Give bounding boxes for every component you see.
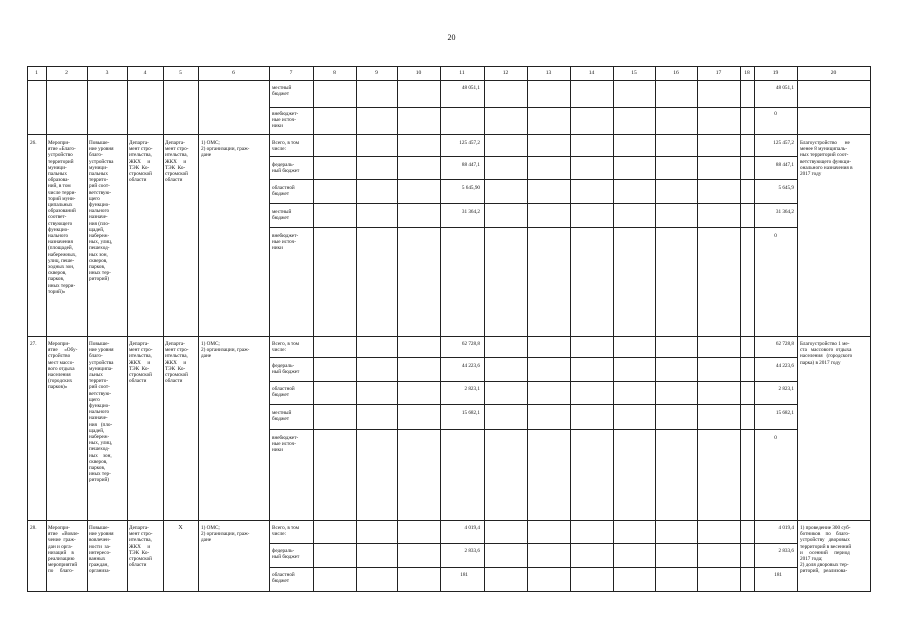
cell-value: 4 019,4 [778,525,794,531]
column-header: 14 [588,70,595,76]
funding-source-label: федераль- ный бюджет [272,363,300,376]
measure-goal: Повыше- ние уровня благо- устройства муниципа- льных террито- рий соот- ветствую- щего функцио- нального назначе- ния (пло- щадей, набереж- ных, улиц, пешеход- ных зон, скверов, парков, иных тер- риторий) [89,341,114,484]
row-divider [269,357,797,358]
row-number: 28. [30,525,37,531]
funding-source-label: местный бюджет [272,209,292,222]
funding-source-label: федераль- ный бюджет [272,162,300,175]
co-executor: Департа- мент стро- ительства, ЖКХ и ТЭК Ко- стромской области [165,341,189,385]
table-border-top [27,66,870,67]
funding-source-label: внебюджет- ные источ- ники [272,435,299,454]
row-divider [269,203,797,204]
cell-value: 2 833,6 [778,548,794,554]
measure-name: Меропри- ятие «Обу- стройство мест массо- вого отдыха населения (городских парков)» [48,341,78,391]
col-border [870,66,871,592]
responsible-executor: Департа- мент стро- ительства, ЖКХ и ТЭК Ко- стромской области [129,341,153,385]
cell-value: 44 223,6 [461,363,480,369]
col-border [163,66,164,591]
cell-value: 2 823,1 [778,386,794,392]
cell-value: 125 457,2 [773,140,794,146]
col-border [613,66,614,591]
col-border [313,66,314,591]
responsible-executor: Департа- мент стро- ительства, ЖКХ и ТЭК Ко- стромской области [129,525,153,569]
column-header: 10 [415,70,422,76]
cell-value: 15 682,1 [775,410,794,416]
measure-goal: Повыше- ние уровня благо- устройства муници- пальных террито- рий соот- ветствую- щего функцио- нального назначе- ния (пло- щадей, набереж- ных, улиц, пешеход- ных зон, скверов, парков, иных тер- риторий) [89,140,114,283]
page-number: 20 [447,33,456,42]
col-border [655,66,656,591]
column-header: 3 [105,70,109,76]
cell-value: 48 051,1 [775,85,794,91]
column-header: 17 [715,70,722,76]
row-divider [269,567,797,568]
cell-value: 31 364,2 [461,209,480,215]
participants: 1) ОМС; 2) организации, граж- дане [201,525,250,544]
cell-value: 5 645,90 [461,185,480,191]
row-divider [269,429,797,430]
column-header: 8 [333,70,336,76]
column-header: 20 [830,70,837,76]
cell-value: 0 [774,233,777,239]
cell-value: 31 364,2 [775,209,794,215]
column-header: 4 [143,70,147,76]
column-header: 7 [289,70,293,76]
funding-source-label: областной бюджет [272,572,295,585]
col-border [570,66,571,591]
funding-source-label: местный бюджет [272,410,292,423]
column-header: 5 [179,70,182,76]
cell-value: 88 447,1 [461,162,480,168]
row-divider [269,227,797,228]
expected-result: 1) проведение 300 суб- ботников по благо- устройству дворовых территорий в весенний и осенний период 2017 года; 2) доля дворовых тер- риторий, реализова- [800,525,852,575]
col-border [269,66,270,591]
cell-value: 2 833,6 [464,548,480,554]
row-divider [27,134,870,135]
cell-value: 4 019,4 [464,525,480,531]
row-divider [269,179,797,180]
cell-value: 88 447,1 [775,162,794,168]
cell-value: 62 728,8 [461,341,480,347]
row-divider [269,156,797,157]
co-executor: Департа- мент стро- ительства, ЖКХ и ТЭК Ко- стромской области [165,140,189,184]
cell-value: 2 823,1 [464,386,480,392]
cell-value: 62 728,8 [775,341,794,347]
col-border [740,66,741,591]
funding-source-label: Всего, в том числе: [272,140,300,153]
row-divider [27,520,870,521]
column-header: 9 [375,70,378,76]
measure-name: Меропри- ятие «Вовле- чение граж- дан и орга- низаций в реализацию мероприятий по благо- [48,525,80,575]
table-border-bottom [27,591,870,592]
row-number: 26. [30,140,37,146]
col-border [797,66,798,591]
responsible-executor: Департа- мент стро- ительства, ЖКХ и ТЭК Ко- стромской области [129,140,153,184]
column-header: 15 [631,70,637,76]
row-divider [269,404,797,405]
col-border [87,66,88,591]
funding-source-label: областной бюджет [272,386,295,399]
col-border [397,66,398,591]
cell-value: 48 051,1 [461,85,480,91]
row-divider [269,381,797,382]
funding-source-label: внебюджет- ные источ- ники [272,111,299,130]
row-divider [269,543,797,544]
col-border [697,66,698,591]
cell-value: 0 [774,435,777,441]
column-header: 6 [232,70,235,76]
participants: 1) ОМС; 2) организации, граж- дане [201,341,250,360]
cell-value: 5 645,9 [778,185,794,191]
funding-source-label: Всего, в том числе: [272,525,300,538]
column-header: 1 [35,70,38,76]
column-header: 13 [545,70,552,76]
column-header: 11 [459,70,465,76]
cell-value: 181 [774,572,782,578]
col-border [127,66,128,591]
column-header: 18 [744,70,750,76]
funding-source-label: местный бюджет [272,85,292,98]
col-border [27,66,28,591]
column-header: 16 [673,70,679,76]
col-border [527,66,528,591]
col-border [198,66,199,591]
measure-name: Меропри- ятие «Благо- устройство территорий муници- пальных образова- ний, в том числе терри- торий муни- ципальных образований соответ- ствующего функцио- нального назначения (площадей, набережных, улиц, пеше- ходных зон, скверов, парков, иных терри- торий)» [48,140,77,295]
cell-value: 0 [774,111,777,117]
row-number: 27. [30,341,37,347]
funding-source-label: Всего, в том числе: [272,341,300,354]
funding-source-label: внебюджет- ные источ- ники [272,233,299,252]
row-divider [27,336,870,337]
cell-value: 181 [460,572,468,578]
cell-value: 44 223,6 [775,363,794,369]
co-executor: X [178,525,183,531]
expected-result: Благоустройство 1 ме- ста массового отдыха населения (городского парка) в 2017 году [800,341,853,366]
funding-source-label: федераль- ный бюджет [272,548,300,561]
cell-value: 15 682,1 [461,410,480,416]
column-header: 19 [772,70,779,76]
column-header: 12 [502,70,509,76]
header-divider [27,80,870,81]
funding-source-label: областной бюджет [272,185,295,198]
col-border [356,66,357,591]
col-border [484,66,485,591]
col-border [46,66,47,591]
measure-goal: Повыше- ние уровня вовлечен- ности за- интересо- ванных граждан, организа- [89,525,114,575]
column-header: 2 [65,70,68,76]
cell-value: 125 457,2 [459,140,480,146]
participants: 1) ОМС; 2) организации, граж- дане [201,140,250,159]
expected-result: Благоустройство не менее 8 муниципаль- ных территорий соот- ветствующего функци- онального назначения в 2017 году [800,140,853,178]
